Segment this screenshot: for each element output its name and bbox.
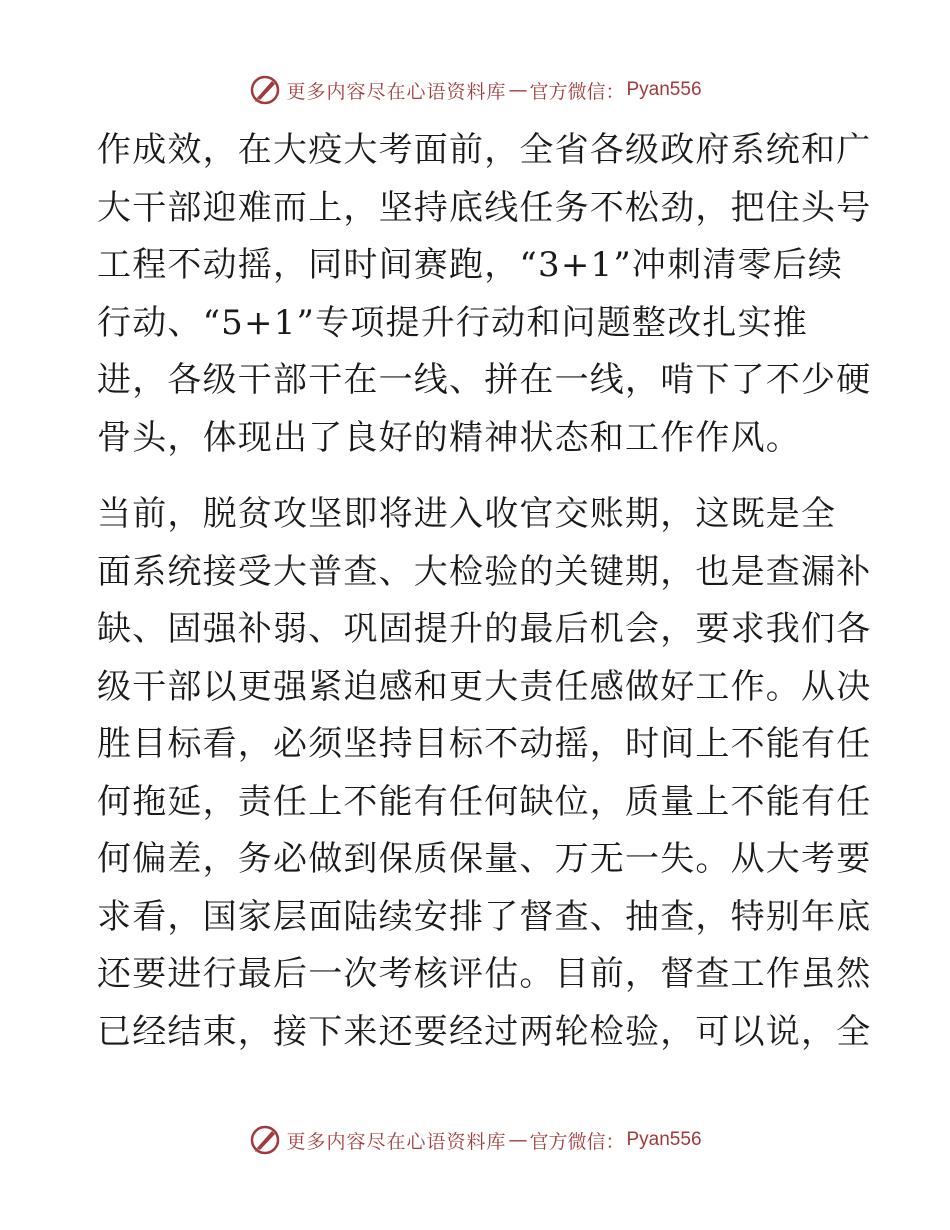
text-line: 缺、固强补弱、巩固提升的最后机会，要求我们各 bbox=[97, 609, 872, 649]
banner-wechat-id: Pyan556 bbox=[626, 79, 702, 100]
banner-main-text: 更多内容尽在心语资料库 bbox=[286, 1130, 507, 1153]
paragraph-2 bbox=[97, 486, 872, 1061]
banner-wechat-label: 官方微信： bbox=[529, 1130, 625, 1153]
text-line: 级干部以更强紧迫感和更大责任感做好工作。从决 bbox=[97, 666, 872, 707]
text-line: 已经结束，接下来还要经过两轮检验，可以说，全 bbox=[97, 1011, 872, 1052]
text-line: 行动、“5+1”专项提升行动和问题整改扎实推 bbox=[97, 302, 808, 343]
text-line: 作成效，在大疫大考面前，全省各级政府系统和广 bbox=[97, 130, 872, 170]
paragraph-1 bbox=[97, 122, 872, 467]
banner-dash: — bbox=[508, 79, 528, 101]
header-banner bbox=[0, 70, 950, 110]
text-line: 求看，国家层面陆续安排了督查、抽查，特别年底 bbox=[97, 896, 872, 937]
banner-dash: — bbox=[508, 1129, 528, 1151]
banner-wechat-label: 官方微信： bbox=[529, 80, 625, 103]
text-line: 何拖延，责任上不能有任何缺位，质量上不能有任 bbox=[97, 781, 872, 822]
text-line: 还要进行最后一次考核评估。目前，督查工作虽然 bbox=[97, 954, 872, 994]
text-line: 当前，脱贫攻坚即将进入收官交账期，这既是全 bbox=[97, 494, 837, 534]
text-line: 工程不动摇，同时间赛跑，“3+1”冲刺清零后续 bbox=[97, 245, 844, 285]
text-line: 胜目标看，必须坚持目标不动摇，时间上不能有任 bbox=[97, 724, 872, 764]
text-line: 大干部迎难而上，坚持底线任务不松劲，把住头号 bbox=[97, 187, 872, 228]
text-line: 进，各级干部干在一线、拼在一线，啃下了不少硬 bbox=[97, 360, 872, 400]
footer-banner bbox=[0, 1120, 950, 1160]
text-line: 面系统接受大普查、大检验的关键期，也是查漏补 bbox=[97, 551, 872, 592]
banner-wechat-id: Pyan556 bbox=[626, 1129, 702, 1150]
quill-logo-icon bbox=[248, 73, 282, 107]
text-line: 骨头，体现出了良好的精神状态和工作作风。 bbox=[97, 417, 801, 458]
text-line: 何偏差，务必做到保质保量、万无一失。从大考要 bbox=[97, 839, 872, 879]
banner-main-text: 更多内容尽在心语资料库 bbox=[286, 80, 507, 103]
quill-logo-icon bbox=[248, 1123, 282, 1157]
